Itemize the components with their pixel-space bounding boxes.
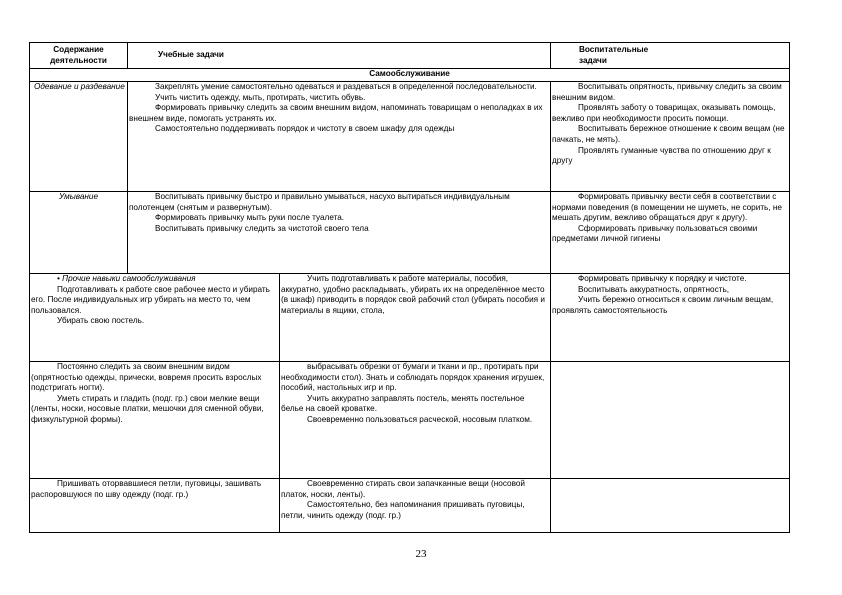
table-row-other-skills-3: [30, 479, 790, 533]
other-skills-2-col1: Постоянно следить за своим внешним видом (опрятностью одежды, прически, вовремя просить взрослых подстригать ногти). Уметь стирать и гладить (подг. гр.) свои мелкие вещи (ленты, носки, носовые платки, мешочки для сменной обуви, физкультурной формы).: [30, 362, 280, 479]
other-skills-col2: Учить подготавливать к работе материалы, пособия, аккуратно, удобно раскладывать, убирать их на определённое место (в шкаф) приводить в порядок свой рабочий стол (убирать пособия и материалы в ящики, стола,: [280, 274, 551, 362]
header-upbringing-tasks: Воспитательные задачи: [551, 43, 790, 69]
header-content-of-activity: Содержание деятельности: [30, 43, 128, 69]
vos-tasks-washing: Формировать привычку вести себя в соответствии с нормами поведения (в помещении не шуметь, не сорить, не мешать другим, вежливо обращаться друг к другу). Сформировать привычку пользоваться своими предметами личной гигиены: [551, 192, 790, 274]
row-label-washing: Умывание: [30, 192, 128, 274]
section-title: Самообслуживание: [30, 69, 790, 82]
other-skills-title: • Прочие навыки самообслуживания: [57, 274, 196, 283]
table-row-other-skills-2: [30, 362, 790, 479]
other-skills-2-col3: [551, 362, 790, 479]
other-skills-3-col1: Пришивать оторвавшиеся петли, пуговицы, зашивать распоровшуюся по шву одежду (подг. гр.): [30, 479, 280, 533]
other-skills-col3: Формировать привычку к порядку и чистоте. Воспитывать аккуратность, опрятность, Учить бережно относиться к своим личным вещам, проявлять самостоятельность: [551, 274, 790, 362]
edu-tasks-dressing: Закреплять умение самостоятельно одеваться и раздеваться в определенной последовательности. Учить чистить одежду, мыть, протирать, чистить обувь. Формировать привычку следить за своим внешним видом, напоминать товарищам о неполадках в их внешнем виде, помогать устранять их. Самостоятельно поддерживать порядок и чистоту в своем шкафу для одежды: [128, 82, 551, 192]
header-educational-tasks: Учебные задачи: [128, 43, 551, 69]
page-number: 23: [415, 548, 427, 560]
activity-table: [29, 42, 790, 533]
other-skills-col1: • Прочие навыки самообслуживания Подготавливать к работе свое рабочее место и убирать его. После индивидуальных игр убирать на место то, чем пользовался. Убирать свою постель.: [30, 274, 280, 362]
edu-tasks-washing: Воспитывать привычку быстро и правильно умываться, насухо вытираться индивидуальным полотенцем (снятым и развернутым). Формировать привычку мыть руки после туалета. Воспитывать привычку следить за чистотой своего тела: [128, 192, 551, 274]
section-row: [30, 69, 790, 82]
table-row-washing: [30, 192, 790, 274]
table-header-row: [30, 43, 790, 69]
other-skills-2-col2: выбрасывать обрезки от бумаги и ткани и пр., протирать при необходимости стол). Знать и соблюдать порядок хранения игрушек, пособий, настольных игр и пр. Учить аккуратно заправлять постель, менять постельное белье на своей кроватке. Своевременно пользоваться расческой, носовым платком.: [280, 362, 551, 479]
vos-tasks-dressing: Воспитывать опрятность, привычку следить за своим внешним видом. Проявлять заботу о товарищах, оказывать помощь, вежливо при необходимости просить помощи. Воспитывать бережное отношение к своим вещам (не пачкать, не мять). Проявлять гуманные чувства по отношению друг к другу: [551, 82, 790, 192]
row-label-dressing: Одевание и раздевание: [30, 82, 128, 192]
other-skills-3-col3: [551, 479, 790, 533]
table-row-other-skills-1: [30, 274, 790, 362]
other-skills-3-col2: Своевременно стирать свои запачканные вещи (носовой платок, носки, ленты). Самостоятельно, без напоминания пришивать пуговицы, петли, чинить одежду (подг. гр.): [280, 479, 551, 533]
table-row-dressing: [30, 82, 790, 192]
